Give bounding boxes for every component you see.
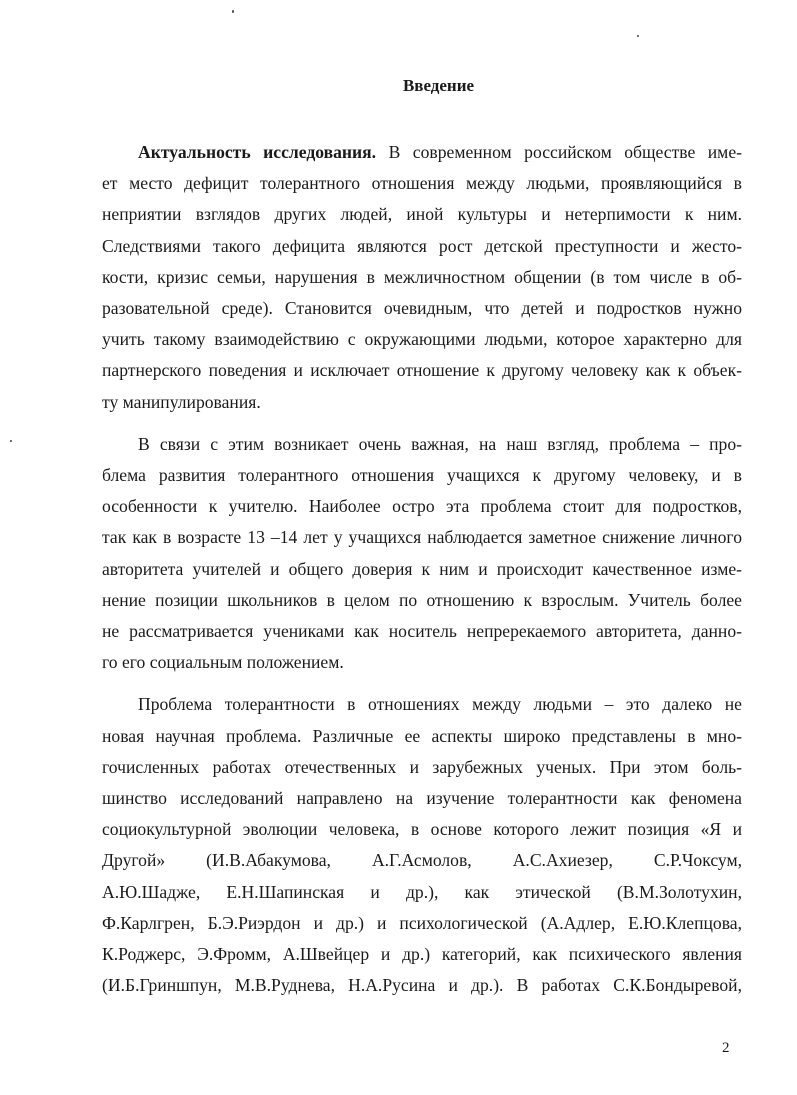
paragraph-1	[102, 137, 742, 418]
paragraph-line: гочисленных работах отечественных и зарубежных ученых. При этом боль-	[102, 756, 742, 777]
paragraph-line: партнерского поведения и исключает отношение к другому человеку как к объек-	[102, 360, 742, 381]
paragraph-line: разовательной среде). Становится очевидным, что детей и подростков нужно	[102, 298, 742, 319]
paragraph-line: шинство исследований направлено на изучение толерантности как феномена	[102, 788, 742, 809]
paragraph-line: Проблема толерантности в отношениях между людьми – это далеко не	[138, 694, 742, 715]
paragraph-line: кости, кризис семьи, нарушения в межличностном общении (в том числе в об-	[102, 266, 742, 287]
page-number: 2	[722, 1040, 730, 1056]
paragraph-line: новая научная проблема. Различные ее аспекты широко представлены в мно-	[102, 725, 742, 746]
page-title: Введение	[402, 76, 475, 95]
paragraph-line: ет место дефицит толерантного отношения между людьми, проявляющийся в	[102, 173, 742, 194]
paragraph-3	[102, 689, 742, 1001]
paragraph-line: авторитета учителей и общего доверия к ним и происходит качественное изме-	[102, 558, 742, 579]
paragraph-line: Актуальность исследования. В современном российском обществе име-	[138, 142, 742, 162]
lead-phrase: Актуальность исследования.	[138, 142, 377, 162]
paragraph-line: блема развития толерантного отношения учащихся к другому человеку, и в	[102, 465, 742, 486]
paragraph-line: Ф.Карлгрен, Б.Э.Риэрдон и др.) и психологической (А.Адлер, Е.Ю.Клепцова,	[102, 912, 742, 933]
paragraph-line: В связи с этим возникает очень важная, на наш взгляд, проблема – про-	[138, 433, 742, 454]
paragraph-line: учить такому взаимодействию с окружающими людьми, которое характерно для	[102, 329, 742, 350]
paragraph-2	[102, 429, 742, 679]
paragraph-line: Другой» (И.В.Абакумова, А.Г.Асмолов, А.С.Ахиезер, С.Р.Чоксум,	[102, 850, 742, 871]
paragraph-line: особенности к учителю. Наиболее остро эта проблема стоит для подростков,	[102, 496, 742, 517]
body-text	[102, 137, 742, 1012]
paragraph-line: нение позиции школьников в целом по отношению к взрослым. Учитель более	[102, 589, 742, 610]
paragraph-line: К.Роджерс, Э.Фромм, А.Швейцер и др.) категорий, как психического явления	[102, 944, 742, 965]
paragraph-line: ту манипулирования.	[102, 391, 261, 412]
paragraph-line: А.Ю.Шадже, Е.Н.Шапинская и др.), как этической (В.М.Золотухин,	[102, 881, 742, 902]
paragraph-line: (И.Б.Гриншпун, М.В.Руднева, Н.А.Русина и др.). В работах С.К.Бондыревой,	[102, 975, 742, 996]
paragraph-line: не рассматривается учениками как носитель непререкаемого авторитета, данно-	[102, 621, 742, 642]
scan-speck	[232, 10, 234, 13]
paragraph-line: неприятии взглядов других людей, иной культуры и нетерпимости к ним.	[102, 204, 742, 225]
scan-speck	[637, 35, 639, 37]
paragraph-line: Следствиями такого дефицита являются рост детской преступности и жесто-	[102, 235, 742, 256]
paragraph-line: так как в возрасте 13 –14 лет у учащихся наблюдается заметное снижение личного	[102, 527, 742, 548]
paragraph-line: социокультурной эволюции человека, в основе которого лежит позиция «Я и	[102, 819, 742, 840]
scan-speck	[10, 440, 12, 442]
paragraph-line: го его социальным положением.	[102, 652, 344, 673]
